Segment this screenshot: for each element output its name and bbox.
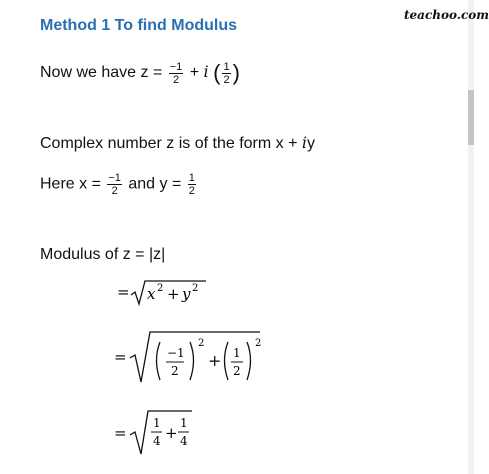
line-complex-form xyxy=(40,133,315,153)
equals-sign: = xyxy=(117,283,130,301)
imaginary-unit: i xyxy=(203,62,209,82)
fraction-neg-half xyxy=(169,61,184,86)
scrollbar-thumb[interactable] xyxy=(468,90,474,145)
plus-sign: + xyxy=(165,424,178,442)
page-title: Method 1 To find Modulus xyxy=(40,17,237,34)
fraction-denominator: 2 xyxy=(169,73,184,86)
line-now-we-have xyxy=(40,60,240,86)
paren-right xyxy=(247,342,251,380)
fraction-numerator: 1 xyxy=(223,60,230,73)
fraction-denominator: 4 xyxy=(153,434,161,448)
line-here-x-y xyxy=(40,172,198,197)
line3-mid-text: and y = xyxy=(128,175,182,193)
variable-x: x xyxy=(147,285,156,303)
variable-y: y xyxy=(182,285,191,303)
fraction-denominator: 2 xyxy=(233,364,241,378)
fraction-numerator: 1 xyxy=(180,416,188,430)
paren-left xyxy=(225,342,229,380)
fraction-denominator: 2 xyxy=(188,185,195,197)
fraction-numerator: −1 xyxy=(169,60,183,73)
step3-sqrt-quarters xyxy=(110,408,200,458)
fraction-denominator: 2 xyxy=(223,73,230,86)
fraction-denominator: 4 xyxy=(180,434,188,448)
scrollbar-track[interactable] xyxy=(468,0,474,474)
fraction-x-value xyxy=(107,172,122,197)
line1-text: Now we have z = xyxy=(40,64,163,82)
paren-left xyxy=(157,342,161,380)
line-modulus-def: Modulus of z = |z| xyxy=(40,246,166,263)
plus-sign: + xyxy=(208,351,222,370)
fraction-numerator: 1 xyxy=(233,346,241,360)
fraction-denominator: 2 xyxy=(107,184,122,197)
paren-left: ( xyxy=(213,60,221,85)
paren-right: ) xyxy=(232,60,240,85)
imaginary-unit: i xyxy=(301,133,307,152)
fraction-numerator: 1 xyxy=(153,416,161,430)
variable-y: y xyxy=(307,135,315,152)
fraction-y-value xyxy=(188,172,196,197)
equals-sign: = xyxy=(114,348,127,366)
plus-sign: + xyxy=(189,64,200,82)
line2-text: Complex number z is of the form x + xyxy=(40,135,302,152)
exponent: 2 xyxy=(198,338,205,349)
fraction-numerator: 1 xyxy=(188,172,195,184)
fraction-denominator: 2 xyxy=(171,364,179,378)
equals-sign: = xyxy=(114,424,127,442)
paren-right xyxy=(190,342,194,380)
exponent: 2 xyxy=(157,283,164,294)
exponent: 2 xyxy=(255,338,262,349)
exponent: 2 xyxy=(192,283,199,294)
line3-text: Here x = xyxy=(40,175,101,193)
plus-sign: + xyxy=(167,285,180,303)
step2-sqrt-fractions xyxy=(110,328,270,386)
step1-sqrt-x2-y2 xyxy=(110,278,220,308)
fraction-half xyxy=(222,61,230,86)
fraction-numerator: −1 xyxy=(167,346,185,360)
brand-logo: teachoo.com xyxy=(404,8,489,22)
fraction-numerator: −1 xyxy=(108,172,121,184)
